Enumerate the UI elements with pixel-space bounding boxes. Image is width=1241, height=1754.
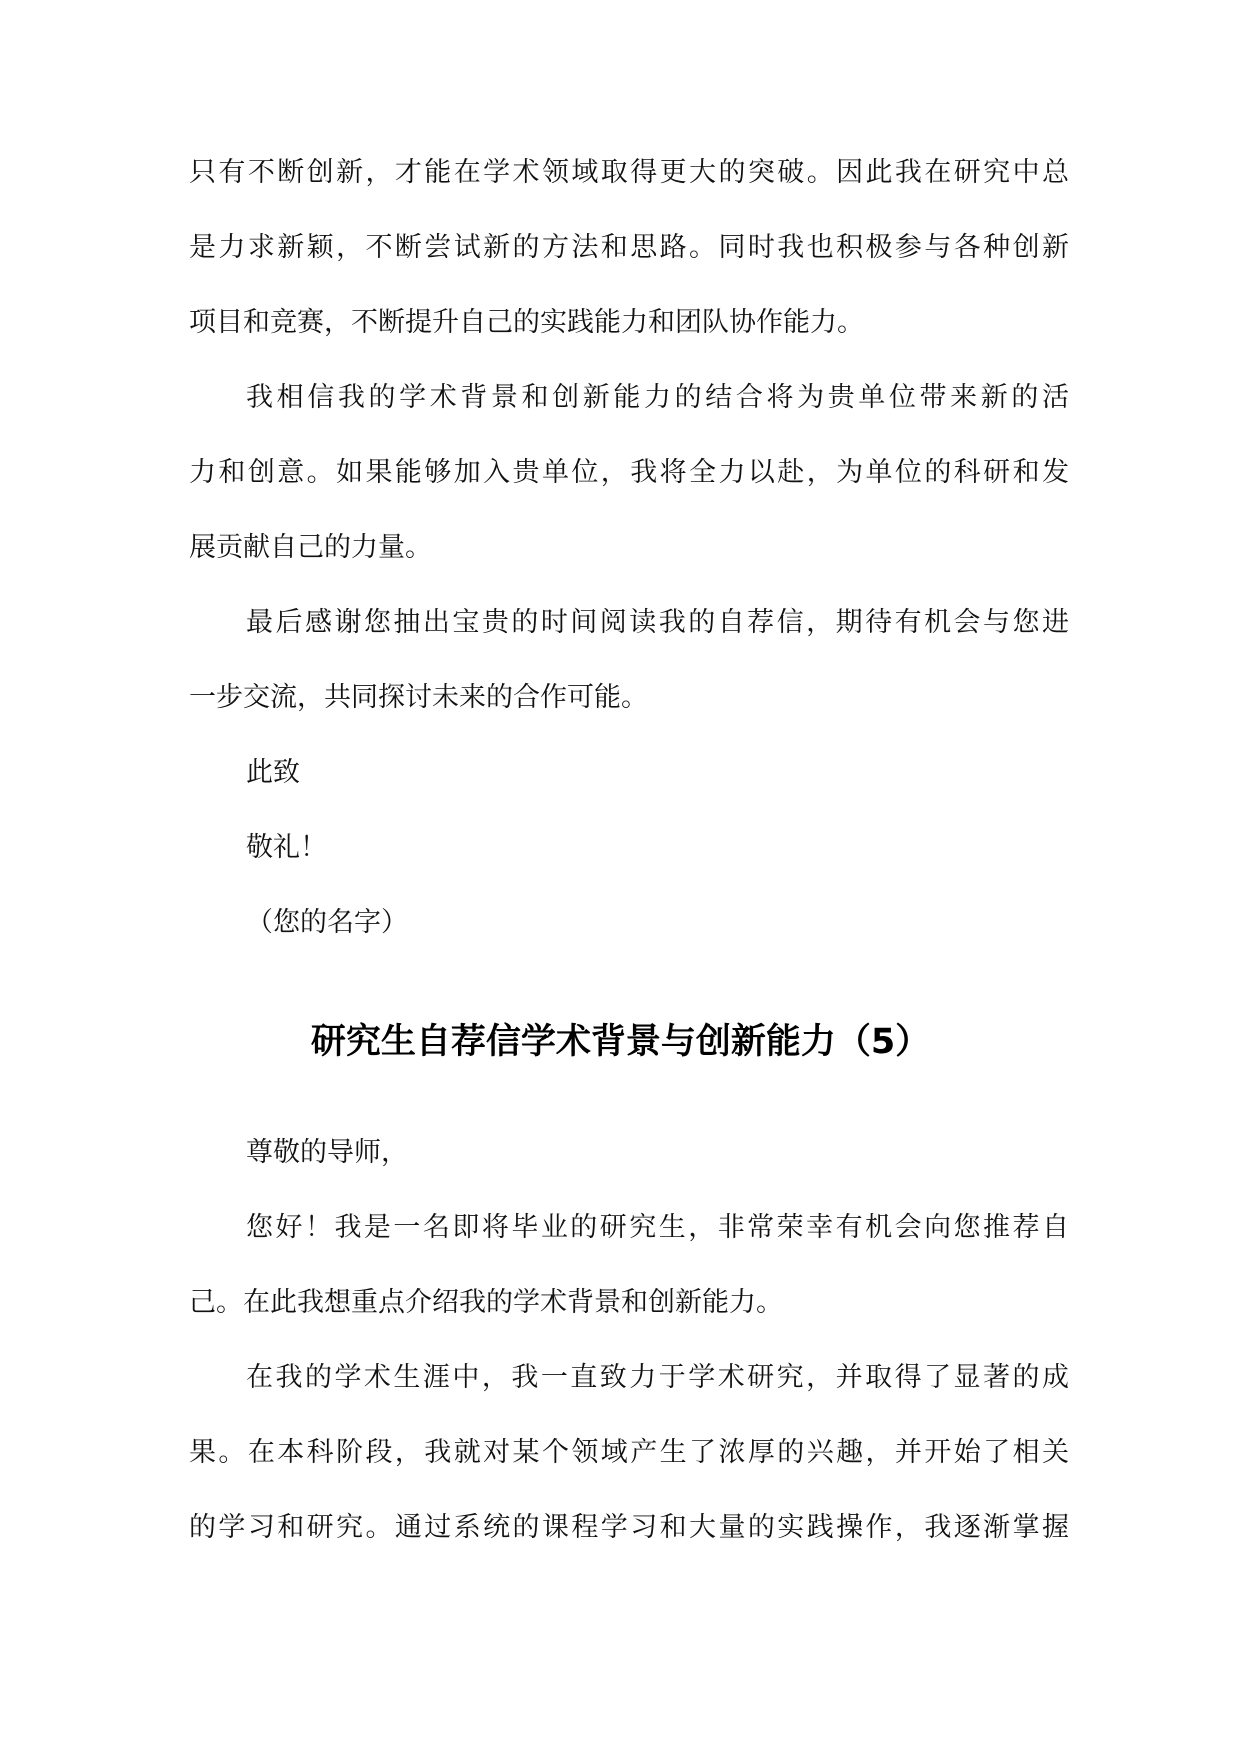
paragraph-line: 展贡献自己的力量。 xyxy=(189,532,432,563)
paragraph-line: 果。在本科阶段，我就对某个领域产生了浓厚的兴趣，并开始了相关 xyxy=(189,1437,1069,1468)
section-title: 研究生自荐信学术背景与创新能力（5） xyxy=(310,1022,931,1062)
paragraph-line: 的学习和研究。通过系统的课程学习和大量的实践操作，我逐渐掌握 xyxy=(189,1512,1069,1543)
closing-regards: 敬礼！ xyxy=(246,832,327,863)
paragraph-line: 是力求新颖，不断尝试新的方法和思路。同时我也积极参与各种创新 xyxy=(189,232,1069,263)
paragraph-line: 我相信我的学术背景和创新能力的结合将为贵单位带来新的活 xyxy=(246,382,1069,413)
greeting: 尊敬的导师， xyxy=(246,1137,408,1168)
paragraph-line: 一步交流，共同探讨未来的合作可能。 xyxy=(189,682,648,713)
closing-salutation: 此致 xyxy=(246,757,300,788)
paragraph-line: 在我的学术生涯中，我一直致力于学术研究，并取得了显著的成 xyxy=(246,1362,1069,1393)
letter-body xyxy=(189,1115,1069,1565)
paragraph-line: 力和创意。如果能够加入贵单位，我将全力以赴，为单位的科研和发 xyxy=(189,457,1069,488)
paragraph-line: 您好！我是一名即将毕业的研究生，非常荣幸有机会向您推荐自 xyxy=(246,1212,1069,1243)
paragraph-line: 最后感谢您抽出宝贵的时间阅读我的自荐信，期待有机会与您进 xyxy=(246,607,1069,638)
paragraph-line: 项目和竞赛，不断提升自己的实践能力和团队协作能力。 xyxy=(189,307,864,338)
paragraph-line: 只有不断创新，才能在学术领域取得更大的突破。因此我在研究中总 xyxy=(189,157,1069,188)
letter-body-continued xyxy=(189,135,1069,960)
signature-placeholder: （您的名字） xyxy=(246,907,408,938)
paragraph-line: 己。在此我想重点介绍我的学术背景和创新能力。 xyxy=(189,1287,783,1318)
